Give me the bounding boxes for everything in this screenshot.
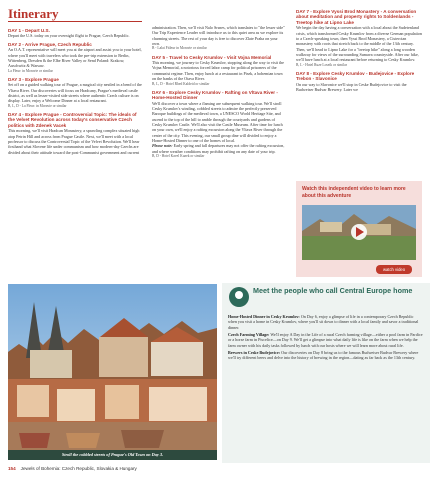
page-footer: [8, 466, 137, 471]
meals-line: B, L - Hotel Ruze Loseik or similar: [296, 62, 347, 67]
day-body: administration. Then, we'll visit Nalo Srsnes, which translates to "the lesser side" Our Trip Experience Leader will introduce us to this quiet area as we explore its charming streets. The rest of your day is free to discover Zlate Praha on your own.: [152, 25, 285, 47]
person-head-icon: [235, 291, 243, 299]
prague-old-town-image: [8, 284, 217, 460]
people-icon: [229, 287, 249, 307]
day-item: [296, 71, 422, 93]
title-rule: [8, 21, 142, 22]
photo-caption: Stroll the cobbled streets of Prague's Old Town on Day 3.: [8, 450, 217, 460]
day-body: An O.A.T. representative will meet you at the airport and assist you to your hotel, where you'll meet with travelers who took the pre-trip extension to Berlin, Wittenberg, Dresden & the Elbe River Valley or Send Poland: Krakow, Auschwitz & Warsaw.: [8, 47, 142, 69]
day-heading: DAY 3 - Explore Prague: [8, 76, 59, 82]
meet-locals-title: Meet the people who call Central Europe home: [253, 286, 413, 295]
day-item: [152, 90, 286, 160]
trip-title: Jewels of Bohemia: Czech Republic, Slovakia & Hungary: [20, 466, 137, 471]
note-text: Early spring and fall departures may not offer the rafting excursion, and where weather conditions may prohibit rafting on any date of your trip.: [152, 143, 285, 154]
meals-line: B, L, D - Hotel Rhed Kaldeid or similar: [152, 81, 210, 86]
day-body: This morning, we'll visit Hradcan Monastery, a sprawling complex situated high atop Petrin Hill and across from Prague Castle. Next, we'll meet with a local professor to discuss the Controversial Topic of the Velvet Revolution. We'll hear firsthand what Slovene life under communism and how modern-day Czechs are divided about their attitude toward the post-Communist government and current: [8, 128, 140, 155]
day-heading: DAY 7 - Explore Vyssi Brod Monastery - A conversation about meditation and property rights to Soldenlands - Treetop hike at Lipno Lake: [296, 9, 417, 25]
page-number: 154: [8, 466, 16, 471]
meals-line: B, L, D - La Fleur: in Moravie or similar: [8, 103, 67, 108]
meet-item: [228, 314, 423, 330]
day-body: Set off on a guided walking tour of Prague, a magical city nestled in a bend of the Vltava River. Our discoveries will focus on Hradcany, Prague's medieval castle district, as well as lesser-visited side streets where authentic Czech culture is on display. Later, enjoy a Welcome Dinner at a local restaurant.: [8, 82, 142, 104]
meals-line: B, D - Hotel Kavel Kuzek or similar: [152, 154, 205, 159]
day-heading: DAY 8 - Explore Cesky Krumlov - Budejovice - Explore Trebon - Slavonice: [296, 70, 415, 82]
day-item: [152, 55, 286, 87]
meals-line: La Fleur: in Moravie or similar: [8, 68, 53, 73]
meet-item-text: We'll enjoy A Day in the Life of a rural Czech farming village—either a pool farm in Pardice or a horse farm in Piscelice—on Day 9. We'll get a glimpse into what daily life is like on the farm when we help the farm owner with his daily tasks followed by lunch with our hosts where we will learn more about rural life.: [228, 332, 423, 348]
day-item: [8, 77, 142, 109]
note-heading: Please note:: [152, 143, 173, 149]
day-heading: DAY 4 - Explore Prague - Controversial Topic: The ideals of the Velvet Revolution across today's conservative Czech politics with Zdenek Vacek: [8, 112, 137, 128]
meet-item-label: Brewers in Ceske Budejovice:: [228, 350, 281, 356]
itinerary-column-1: [8, 25, 142, 155]
meet-item: [228, 332, 423, 348]
day-body: This morning, we journey to Cesky Krumlov, stopping along the way to visit the Vojna Memorial, a notorious forced labor camp for political prisoners of the communist regime. Then, enjoy lunch at a restaurant in Pisek, a bohemian town on the banks of the Otava River.: [152, 60, 284, 82]
day-item: [152, 25, 286, 52]
prague-photo: [8, 284, 217, 460]
meet-item-label: Home-Hosted Dinner in Cesky Krumlov:: [228, 314, 300, 319]
day-heading: DAY 1 - Depart U.S.: [8, 28, 50, 33]
meals-line: B - Lalai Fitleur in Moravie or similar: [152, 46, 207, 51]
day-body: We'll discover a town where a flaming are subsequent walking tour. We'll stroll Cesky Krumlov's winding, cobbled streets to admire the perfectly preserved Baroque buildings of the medieval town, a UNESCO World Heritage Site, and ascend to the top of the hill to amble through the courtyards and gardens of Cesky Krumlov Castle. We'll also visit the Castle Museum. After time for lunch on your own, we'll enjoy a rafting excursion along the Vltava River through the center of the city. This evening, our small group dine will divided to enjoy a Home-Hosted Dinner to one of the homes of local.: [152, 100, 283, 144]
video-callout: [296, 181, 422, 277]
itinerary-column-3: [296, 6, 422, 92]
meet-locals-panel: [222, 283, 430, 463]
day-item: [8, 112, 142, 155]
video-thumbnail[interactable]: [296, 181, 422, 277]
meet-item: [228, 350, 423, 361]
day-note: [152, 143, 286, 154]
day-body: Depart the U.S. today on your overnight flight to Prague, Czech Republic.: [8, 33, 130, 39]
meet-locals-body: [228, 314, 423, 363]
day-item: [296, 9, 422, 68]
watch-video-button[interactable]: watch video: [376, 265, 412, 274]
meet-item-text: On Day 6, enjoy a glimpse of life in a contemporary Czech Republic when you visit a home in Cesky Krumlov, where you'll sit down to dinner with a local family and savor a traditional dinner.: [228, 314, 419, 330]
day-item: [8, 28, 142, 39]
meet-item-label: Czech Farming Village:: [228, 332, 270, 338]
meet-item-text: Our discoveries on Day 8 bring us to the famous Budweiser Budvar Brewery where we'll try different beers and delve into the history of brewing in the region—dating as far back as the 13th century.: [228, 350, 419, 361]
page-title: Itinerary: [8, 6, 59, 21]
itinerary-column-2: [152, 25, 286, 159]
day-body: We begin the day having a conversation with a local about the Sudetenland crisis, which transformed Cesky Krumlov from a diverse German population to a Czech-speaking town, then Vyssi Brod Monastery, a Cistercian monastery with roots that stretch back to the middle of the 13th century. Then, we'll head to Lipno Lake for a "treetop hike" along a long wooden walkway for views of the surrounding Sumava countryside. After our hike, we'll have lunch at a local restaurant before returning to Cesky Krumlov.: [296, 25, 422, 63]
day-heading: DAY 2 - Arrive Prague, Czech Republic: [8, 41, 92, 47]
day-heading: DAY 6 - Explore Cesky Krumlov - Rafting on Vltava River - Home-Hosted Dinner: [152, 89, 278, 101]
day-body: On our way to Slavonice we'll stop in Ceske Budejovice to visit the Budweiser Budvar Brewery. Later we: [296, 81, 407, 93]
day-item: [8, 42, 142, 74]
video-callout-title: Watch this independent video to learn more about this adventure: [302, 186, 406, 199]
day-heading: DAY 5 - Travel to Cesky Krumlov - Visit Vojna Memorial: [152, 54, 272, 60]
